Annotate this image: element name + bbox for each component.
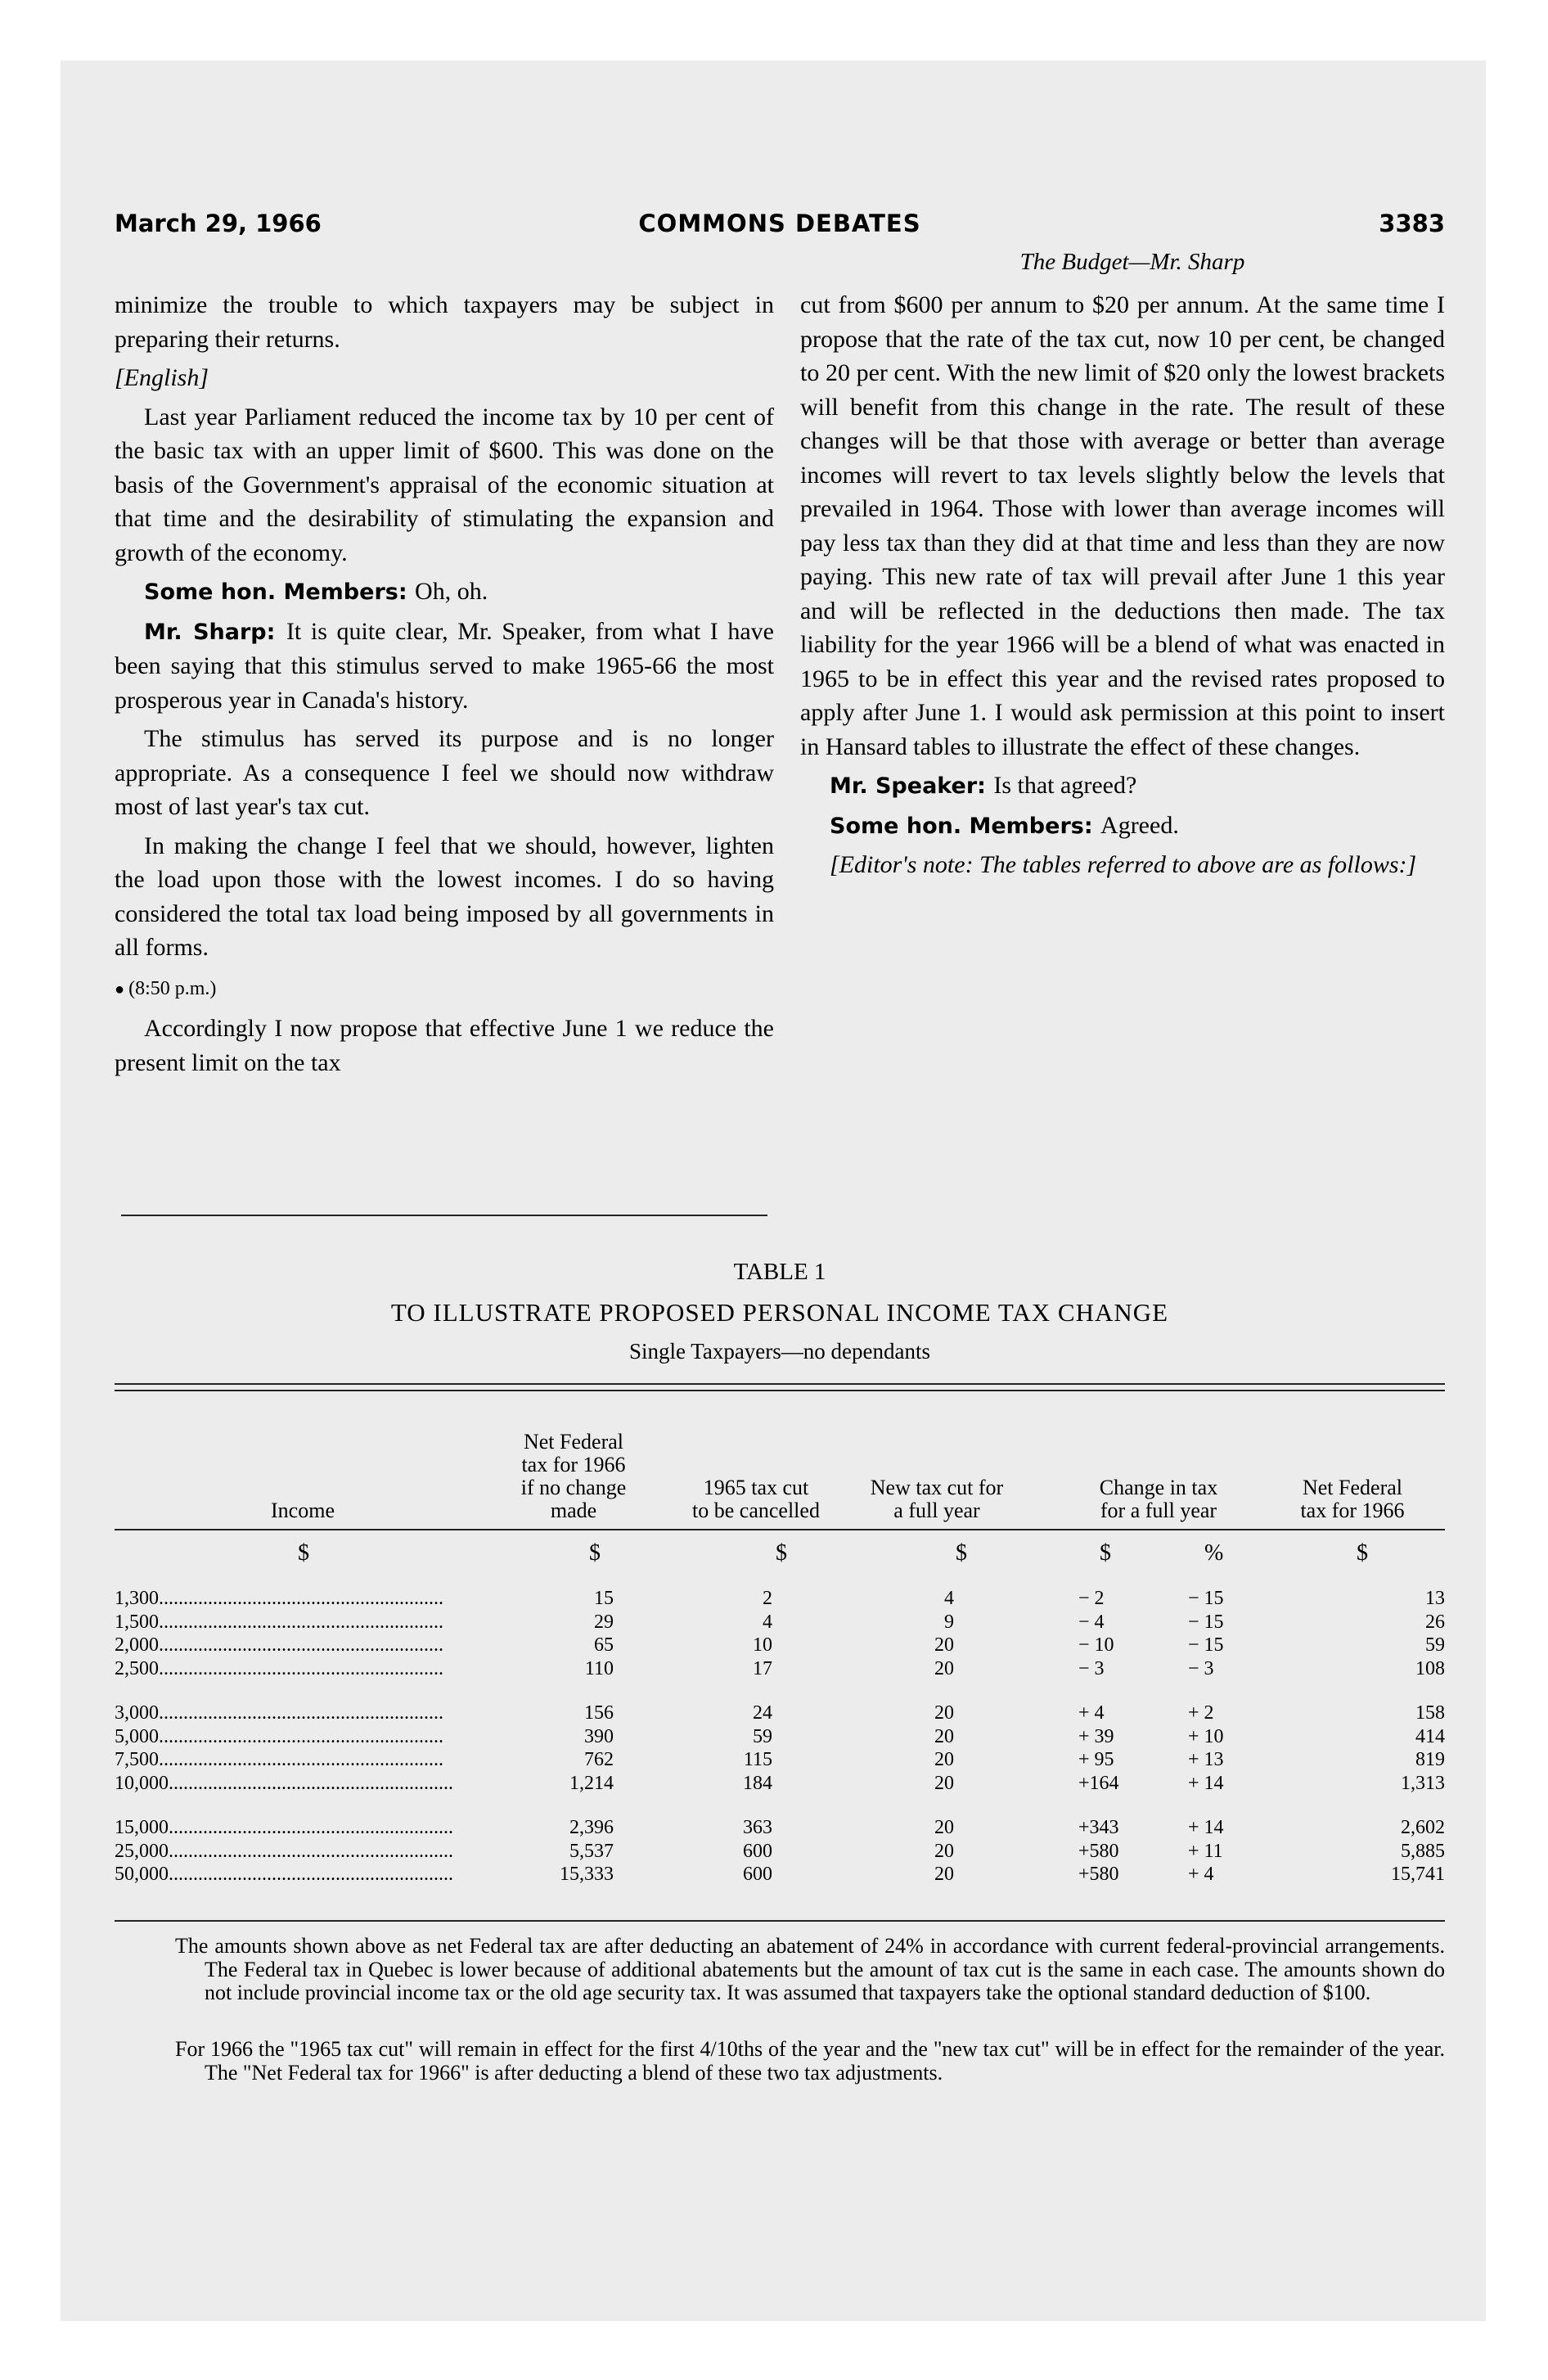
cell-1965-cut: 2 xyxy=(763,1588,772,1609)
col-header-1965-cut: 1965 tax cut to be cancelled xyxy=(692,1476,820,1522)
unit-newcut: $ xyxy=(956,1540,967,1566)
time-text: (8:50 p.m.) xyxy=(128,977,217,999)
cell-new-cut: 9 xyxy=(944,1611,954,1633)
col-header-net-no-change: Net Federal tax for 1966 if no change made xyxy=(520,1430,627,1522)
cell-income: 1,500.......................................................... xyxy=(115,1611,443,1633)
speech-paragraph xyxy=(115,575,774,610)
column-end-rule xyxy=(121,1215,767,1216)
cell-net-1966: 414 xyxy=(1415,1725,1445,1747)
speech-paragraph xyxy=(800,809,1445,844)
body-paragraph: The stimulus has served its purpose and is no longer appropriate. As a consequence I feel we should now withdraw most of last year's tax cut. xyxy=(115,725,774,820)
speaker-name: Mr. Sharp: xyxy=(144,619,286,645)
cell-net-no-change: 390 xyxy=(584,1725,614,1747)
cell-new-cut: 20 xyxy=(934,1840,954,1862)
cell-income: 15,000.......................................................... xyxy=(115,1817,453,1838)
cell-income: 3,000.......................................................... xyxy=(115,1702,443,1724)
cell-change-percent: + 11 xyxy=(1188,1840,1223,1862)
cell-income: 10,000.......................................................... xyxy=(115,1772,453,1794)
cell-change-amount: +580 xyxy=(1078,1864,1119,1885)
cell-net-no-change: 762 xyxy=(584,1749,614,1770)
table-note-1: The amounts shown above as net Federal tax are after deducting an abatement of 24% in accordance with current federal-provincial arrangements. The Federal tax in Quebec is lower because of additional abatements but the amount of tax cut is the same in each case. The amounts shown do not include provincial income tax or the old age security tax. It was assumed that taxpayers take the optional standard deduction of $100. xyxy=(175,1934,1445,2004)
table-row xyxy=(115,1726,1445,1750)
speech-text: Oh, oh. xyxy=(415,578,488,605)
cell-net-no-change: 29 xyxy=(594,1611,614,1633)
cell-net-1966: 13 xyxy=(1425,1588,1445,1609)
col-header-net-1966: Net Federal tax for 1966 xyxy=(1300,1476,1405,1522)
cell-income: 7,500.......................................................... xyxy=(115,1749,443,1770)
cell-change-amount: − 3 xyxy=(1078,1657,1105,1679)
cell-new-cut: 20 xyxy=(934,1725,954,1747)
cell-change-percent: + 14 xyxy=(1188,1817,1224,1838)
group-spacer xyxy=(115,1796,1445,1817)
cell-income: 50,000.......................................................... xyxy=(115,1864,453,1885)
header-date: March 29, 1966 xyxy=(115,210,322,237)
language-label: [English] xyxy=(115,364,209,391)
cell-net-no-change: 1,214 xyxy=(569,1772,614,1794)
cell-new-cut: 20 xyxy=(934,1864,954,1885)
cell-net-1966: 15,741 xyxy=(1391,1864,1445,1885)
cell-income: 5,000.......................................................... xyxy=(115,1725,443,1747)
table-title: TO ILLUSTRATE PROPOSED PERSONAL INCOME TAX CHANGE xyxy=(390,1298,1169,1327)
cell-change-amount: + 39 xyxy=(1078,1725,1114,1747)
speech-text: Is that agreed? xyxy=(993,772,1137,799)
cell-1965-cut: 24 xyxy=(753,1702,772,1724)
cell-new-cut: 4 xyxy=(944,1588,954,1609)
group-spacer xyxy=(115,1681,1445,1702)
table-subtitle: Single Taxpayers—no dependants xyxy=(628,1339,931,1364)
cell-net-no-change: 110 xyxy=(584,1657,614,1679)
col-header-new-cut: New tax cut for a full year xyxy=(870,1476,1004,1522)
cell-1965-cut: 600 xyxy=(743,1840,772,1862)
cell-change-percent: − 3 xyxy=(1188,1657,1214,1679)
cell-1965-cut: 184 xyxy=(743,1772,772,1794)
cell-new-cut: 20 xyxy=(934,1749,954,1770)
unit-final: $ xyxy=(1357,1540,1368,1566)
table-top-rule xyxy=(115,1383,1445,1385)
cell-change-percent: − 15 xyxy=(1188,1588,1224,1609)
col-header-change: Change in tax for a full year xyxy=(1099,1476,1218,1522)
editor-note: [Editor's note: The tables referred to above are as follows:] xyxy=(830,851,1417,878)
cell-new-cut: 20 xyxy=(934,1772,954,1794)
cell-change-amount: + 4 xyxy=(1078,1702,1105,1724)
unit-chg: $ xyxy=(1100,1540,1111,1566)
header-page-number: 3383 xyxy=(1379,210,1445,237)
speaker-name: Some hon. Members: xyxy=(830,813,1101,839)
table-header-rule xyxy=(115,1529,1445,1530)
running-head: The Budget—Mr. Sharp xyxy=(1019,249,1245,275)
cell-net-1966: 819 xyxy=(1415,1749,1445,1770)
table-top-rule-2 xyxy=(115,1390,1445,1391)
table-header xyxy=(115,1416,1445,1522)
cell-income: 25,000.......................................................... xyxy=(115,1840,453,1862)
cell-change-amount: − 4 xyxy=(1078,1611,1105,1633)
cell-change-amount: − 10 xyxy=(1078,1634,1114,1656)
cell-change-percent: + 2 xyxy=(1188,1702,1214,1724)
cell-net-no-change: 15,333 xyxy=(560,1864,614,1885)
table-body xyxy=(115,1588,1445,1887)
cell-net-1966: 26 xyxy=(1425,1611,1445,1633)
table-row xyxy=(115,1634,1445,1658)
cell-net-no-change: 65 xyxy=(594,1634,614,1656)
cell-1965-cut: 115 xyxy=(743,1749,772,1770)
table-row xyxy=(115,1658,1445,1682)
table-note-2: For 1966 the "1965 tax cut" will remain in effect for the first 4/10ths of the year and the "new tax cut" will be in effect for the remainder of the year. The "Net Federal tax for 1966" is after deducting a blend of these two tax adjustments. xyxy=(175,2037,1445,2085)
cell-1965-cut: 363 xyxy=(743,1817,772,1838)
cell-net-1966: 108 xyxy=(1415,1657,1445,1679)
speech-paragraph xyxy=(115,615,774,718)
speaker-name: Mr. Speaker: xyxy=(830,773,994,799)
table-row xyxy=(115,1588,1445,1611)
cell-income: 2,500.......................................................... xyxy=(115,1657,443,1679)
cell-net-1966: 59 xyxy=(1425,1634,1445,1656)
cell-1965-cut: 600 xyxy=(743,1864,772,1885)
speech-text: Agreed. xyxy=(1100,811,1179,839)
cell-change-percent: + 13 xyxy=(1188,1749,1224,1770)
col-header-income: Income xyxy=(271,1499,335,1522)
body-paragraph: In making the change I feel that we should, however, lighten the load upon those with the lowest incomes. I do so having considered the total tax load being imposed by all governments in all forms. xyxy=(115,832,774,961)
unit-income: $ xyxy=(298,1540,309,1566)
cell-1965-cut: 59 xyxy=(753,1725,772,1747)
table-row xyxy=(115,1817,1445,1841)
time-stamp xyxy=(115,970,774,1007)
table-label: TABLE 1 xyxy=(733,1259,826,1285)
cell-net-1966: 158 xyxy=(1415,1702,1445,1724)
unit-cut65: $ xyxy=(776,1540,787,1566)
table-row xyxy=(115,1841,1445,1864)
cell-new-cut: 20 xyxy=(934,1817,954,1838)
cell-new-cut: 20 xyxy=(934,1702,954,1724)
table-row xyxy=(115,1864,1445,1887)
cell-change-amount: +580 xyxy=(1078,1840,1119,1862)
cell-change-amount: +164 xyxy=(1078,1772,1119,1794)
cell-net-no-change: 2,396 xyxy=(569,1817,614,1838)
header-publication: COMMONS DEBATES xyxy=(638,210,921,237)
cell-1965-cut: 10 xyxy=(753,1634,772,1656)
cell-1965-cut: 17 xyxy=(753,1657,772,1679)
body-paragraph: Accordingly I now propose that effective June 1 we reduce the present limit on the tax xyxy=(115,1015,774,1076)
speaker-name: Some hon. Members: xyxy=(144,579,416,605)
table-row xyxy=(115,1773,1445,1796)
speech-text: It is quite clear, Mr. Speaker, from what I have been saying that this stimulus served to make 1965-66 the most prosperous year in Canada's history. xyxy=(115,617,774,714)
cell-change-percent: + 10 xyxy=(1188,1725,1224,1747)
cell-net-no-change: 5,537 xyxy=(569,1840,614,1862)
body-paragraph: minimize the trouble to which taxpayers may be subject in preparing their returns. xyxy=(115,291,774,353)
cell-income: 1,300.......................................................... xyxy=(115,1588,443,1609)
cell-change-amount: +343 xyxy=(1078,1817,1119,1838)
table-row xyxy=(115,1702,1445,1726)
table-row xyxy=(115,1611,1445,1635)
table-bottom-rule xyxy=(115,1920,1445,1922)
body-paragraph: Last year Parliament reduced the income tax by 10 per cent of the basic tax with an upper limit of $600. This was done on the basis of the Government's appraisal of the economic situation at that time and the desirability of stimulating the expansion and growth of the economy. xyxy=(115,403,774,566)
cell-net-no-change: 15 xyxy=(594,1588,614,1609)
cell-change-amount: − 2 xyxy=(1078,1588,1105,1609)
cell-net-1966: 5,885 xyxy=(1401,1840,1445,1862)
cell-net-1966: 2,602 xyxy=(1401,1817,1445,1838)
speech-paragraph xyxy=(800,769,1445,804)
cell-1965-cut: 4 xyxy=(763,1611,772,1633)
cell-net-no-change: 156 xyxy=(584,1702,614,1724)
unit-pct: % xyxy=(1204,1540,1224,1566)
cell-change-percent: − 15 xyxy=(1188,1611,1224,1633)
body-paragraph: cut from $600 per annum to $20 per annum. At the same time I propose that the rate of the tax cut, now 10 per cent, be changed to 20 per cent. With the new limit of $20 only the lowest brackets will benefit from this change in the rate. The result of these changes will be that those with average or better than average incomes will revert to tax levels slightly below the levels that prevailed in 1964. Those with lower than average incomes will pay less tax than they did at that time and less than they are now paying. This new rate of tax will prevail after June 1 this year and will be reflected in the deductions then made. The tax liability for the year 1966 will be a blend of what was enacted in 1965 to be in effect this year and the revised rates proposed to apply after June 1. I would ask permission at this point to insert in Hansard tables to illustrate the effect of these changes. xyxy=(800,291,1445,760)
bullet-icon: ● xyxy=(115,980,129,998)
unit-net: $ xyxy=(589,1540,601,1566)
right-column xyxy=(800,288,1445,887)
cell-income: 2,000.......................................................... xyxy=(115,1634,443,1656)
page-header xyxy=(115,210,1445,242)
cell-new-cut: 20 xyxy=(934,1634,954,1656)
cell-change-percent: + 4 xyxy=(1188,1864,1214,1885)
cell-change-amount: + 95 xyxy=(1078,1749,1114,1770)
cell-change-percent: − 15 xyxy=(1188,1634,1224,1656)
cell-net-1966: 1,313 xyxy=(1401,1772,1445,1794)
cell-new-cut: 20 xyxy=(934,1657,954,1679)
left-column xyxy=(115,288,774,1084)
table-row xyxy=(115,1749,1445,1773)
cell-change-percent: + 14 xyxy=(1188,1772,1224,1794)
